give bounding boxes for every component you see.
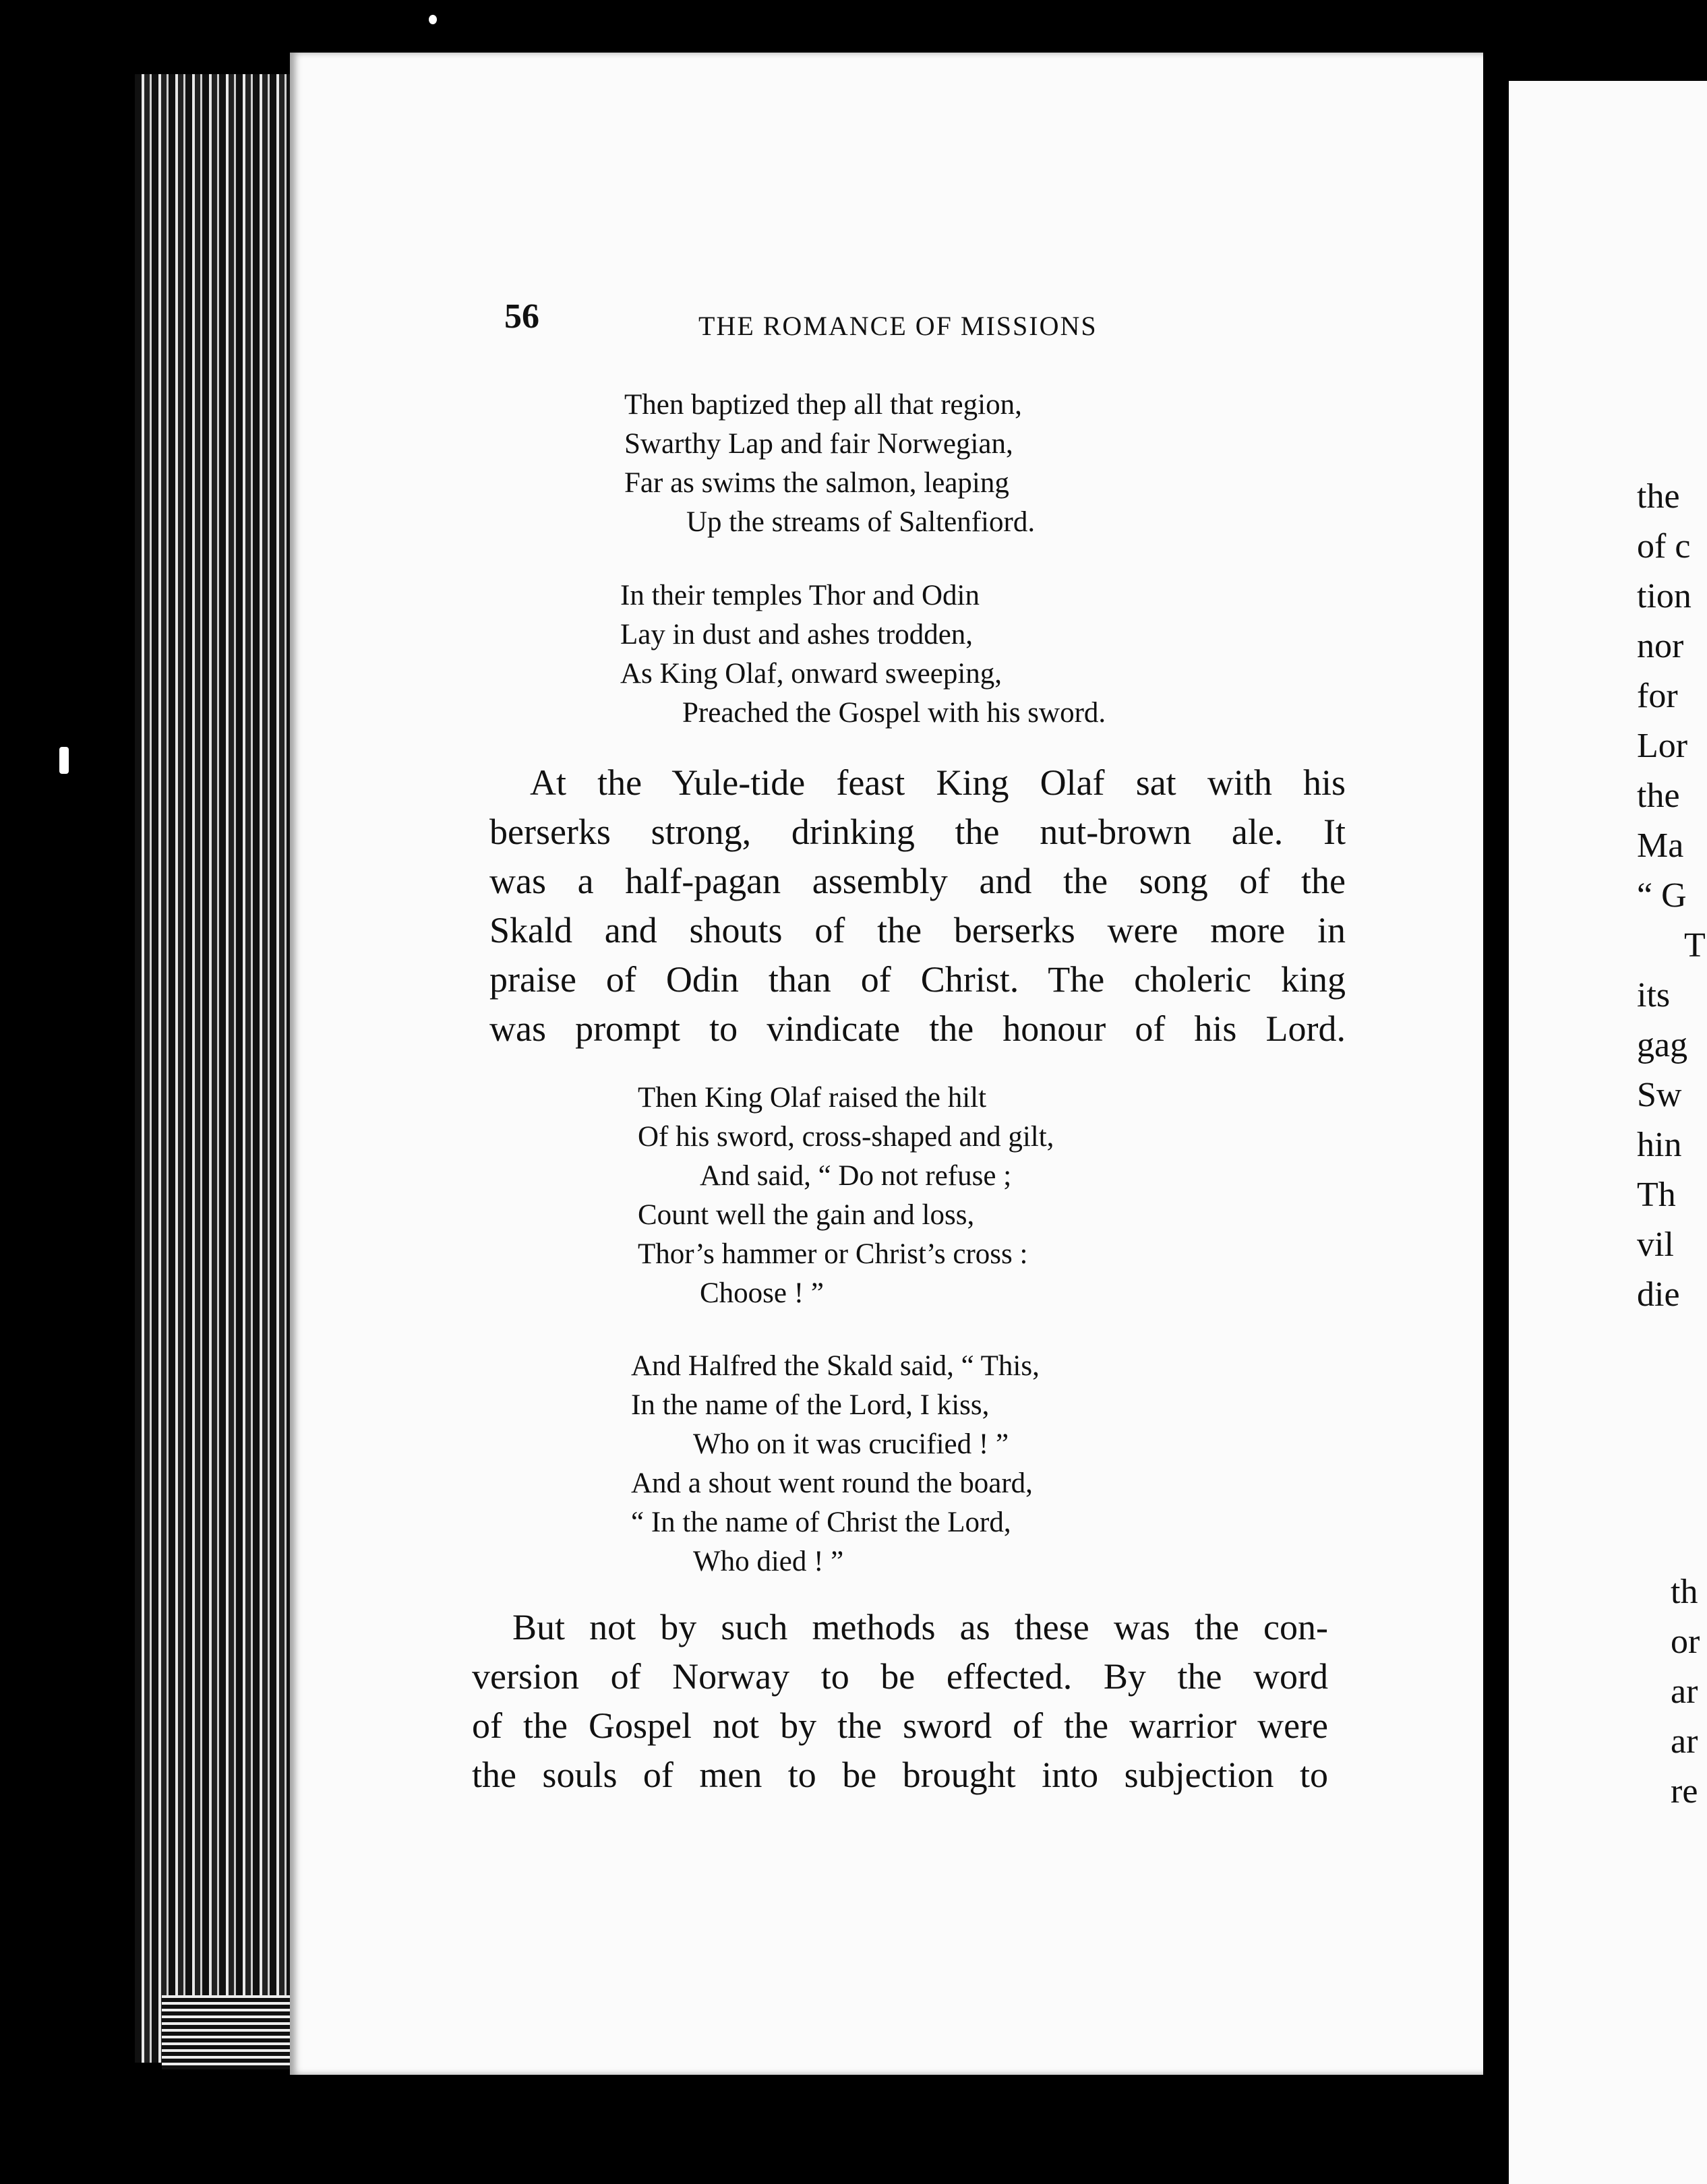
- dust-speck: [59, 747, 69, 774]
- text-fragment: vil: [1637, 1225, 1674, 1264]
- poem-stanza-4: [631, 1347, 1040, 1581]
- prose-line: was prompt to vindicate the honour of his Lord.: [489, 1008, 1346, 1049]
- prose-line: the souls of men to be brought into subjection to: [472, 1755, 1328, 1795]
- prose-line: But not by such methods as these was the con-: [512, 1607, 1328, 1647]
- poem-stanza-3: [638, 1079, 1054, 1313]
- verse-line: Count well the gain and loss,: [638, 1199, 975, 1231]
- text-fragment: re: [1671, 1772, 1698, 1811]
- verse-line: Far as swims the salmon, leaping: [624, 467, 1009, 499]
- paragraph-2: [472, 1603, 1328, 1800]
- prose-line: Skald and shouts of the berserks were more in: [489, 910, 1346, 950]
- text-fragment: the: [1637, 777, 1680, 815]
- poem-stanza-2: [620, 576, 1106, 733]
- verse-line: And said, “ Do not refuse ;: [700, 1160, 1012, 1192]
- verse-line: In the name of the Lord, I kiss,: [631, 1389, 990, 1421]
- verse-line: Swarthy Lap and fair Norwegian,: [624, 428, 1013, 460]
- prose-line: praise of Odin than of Christ. The choleric king: [489, 959, 1346, 1000]
- dust-speck: [429, 15, 437, 24]
- verse-line: Up the streams of Saltenfiord.: [686, 506, 1036, 538]
- running-head: THE ROMANCE OF MISSIONS: [698, 311, 1098, 341]
- page-number: 56: [504, 297, 539, 336]
- page-edges-stack: [135, 74, 297, 2063]
- verse-line: As King Olaf, onward sweeping,: [620, 658, 1002, 690]
- verse-line: Choose ! ”: [700, 1277, 824, 1309]
- verse-line: Lay in dust and ashes trodden,: [620, 619, 974, 650]
- verse-line: Preached the Gospel with his sword.: [682, 697, 1106, 729]
- prose-line: version of Norway to be effected. By the word: [472, 1656, 1328, 1697]
- text-fragment: Lor: [1637, 727, 1688, 765]
- prose-line: of the Gospel not by the sword of the warrior were: [472, 1705, 1328, 1746]
- text-fragment: Th: [1637, 1176, 1676, 1214]
- paragraph-1: [489, 758, 1346, 1054]
- text-fragment: of c: [1637, 527, 1691, 566]
- verse-line: Who on it was crucified ! ”: [693, 1428, 1009, 1460]
- verse-line: Who died ! ”: [693, 1546, 844, 1577]
- facing-page-lower-fragments: [1671, 1567, 1700, 1817]
- text-fragment: for: [1637, 677, 1678, 715]
- prose-line: At the Yule-tide feast King Olaf sat with his: [530, 762, 1346, 803]
- book-gutter: [1483, 0, 1509, 2184]
- facing-page-upper-fragments: [1637, 472, 1706, 1320]
- verse-line: And Halfred the Skald said, “ This,: [631, 1350, 1040, 1382]
- text-fragment: ar: [1671, 1672, 1698, 1711]
- verse-line: In their temples Thor and Odin: [620, 580, 980, 611]
- poem-stanza-1: [624, 386, 1035, 542]
- facing-page: [1509, 81, 1707, 2184]
- text-fragment: gag: [1637, 1026, 1688, 1064]
- text-fragment: or: [1671, 1622, 1700, 1661]
- text-fragment: T: [1684, 926, 1706, 965]
- text-fragment: “ G: [1637, 876, 1687, 915]
- text-fragment: ar: [1671, 1722, 1698, 1761]
- text-fragment: tion: [1637, 577, 1691, 615]
- text-fragment: hin: [1637, 1126, 1682, 1164]
- verse-line: “ In the name of Christ the Lord,: [631, 1507, 1011, 1538]
- text-fragment: die: [1637, 1275, 1680, 1314]
- prose-line: berserks strong, drinking the nut-brown ale. It: [489, 812, 1346, 852]
- text-fragment: the: [1637, 477, 1680, 516]
- verse-line: And a shout went round the board,: [631, 1467, 1033, 1499]
- verse-line: Of his sword, cross-shaped and gilt,: [638, 1121, 1054, 1153]
- text-fragment: Sw: [1637, 1076, 1682, 1114]
- text-fragment: nor: [1637, 627, 1684, 665]
- text-fragment: its: [1637, 976, 1671, 1014]
- page-header: [504, 297, 1172, 344]
- verse-line: Thor’s hammer or Christ’s cross :: [638, 1238, 1028, 1270]
- verse-line: Then King Olaf raised the hilt: [638, 1082, 987, 1114]
- text-fragment: th: [1671, 1573, 1698, 1611]
- verse-line: Then baptized theр all that region,: [624, 389, 1022, 421]
- prose-line: was a half-pagan assembly and the song of the: [489, 861, 1346, 901]
- text-fragment: Ma: [1637, 826, 1684, 865]
